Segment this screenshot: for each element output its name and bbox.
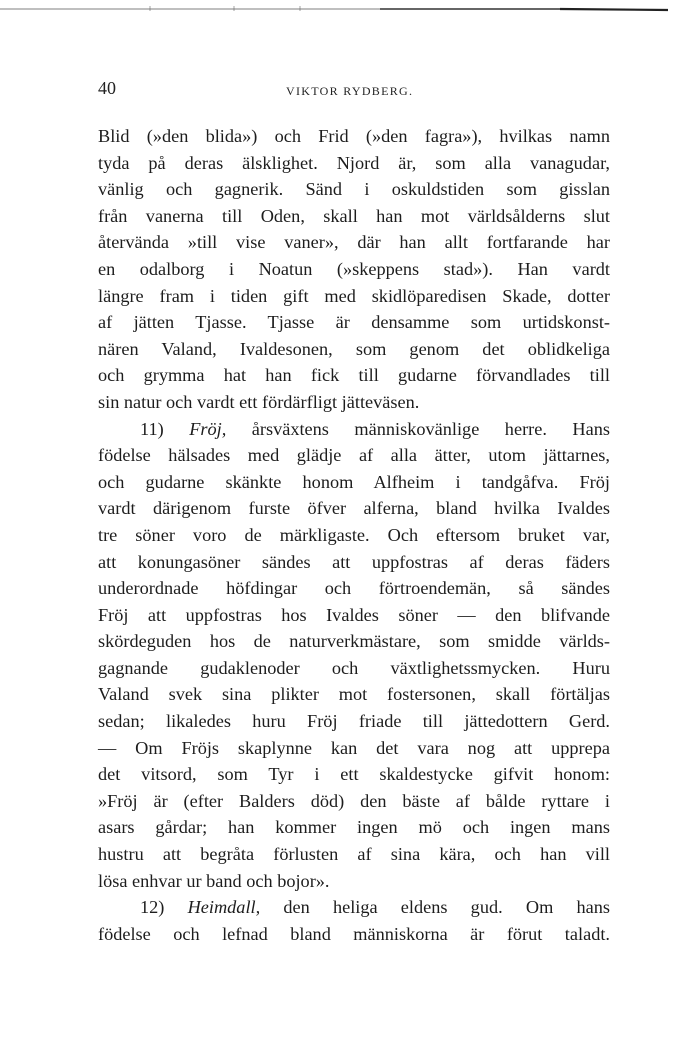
text-segment: vardt därigenom furste öfver alferna, bland hvilka Ivaldes [98, 498, 610, 519]
text-line [98, 123, 610, 150]
text-line [98, 256, 610, 283]
text-line [98, 708, 610, 735]
text-segment: Blid (»den blida») och Frid (»den fagra»), hvilkas namn [98, 126, 610, 146]
text-line [98, 602, 610, 629]
text-segment: underordnade höfdingar och förtroendemän, så sändes [98, 578, 610, 599]
text-segment: årsväxtens människovänlige herre. Hans [226, 418, 610, 439]
text-line [98, 283, 610, 310]
text-segment: gagnande gudaklenoder och växtlighetssmycken. Huru [98, 657, 610, 678]
text-line [98, 841, 610, 868]
text-line [98, 575, 610, 602]
page-header [98, 78, 610, 104]
text-line [98, 416, 610, 443]
text-segment: och grymma hat han fick till gudarne förvandlades till [98, 365, 610, 386]
text-segment: sin natur och vardt ett fördärfligt jätteväsen. [98, 391, 420, 412]
text-segment: 12) [140, 897, 188, 918]
text-line [98, 229, 610, 256]
text-line [98, 761, 610, 788]
text-line [98, 549, 610, 576]
text-segment: längre fram i tiden gift med skidlöparedisen Skade, dotter [98, 285, 610, 306]
italic-term: Fröj, [189, 418, 227, 439]
text-line [98, 814, 610, 841]
text-line [98, 389, 610, 416]
text-line [98, 522, 610, 549]
body-text [98, 123, 610, 947]
text-line [98, 442, 610, 469]
text-segment: från vanerna till Oden, skall han mot världsålderns slut [98, 205, 610, 226]
text-segment: — Om Fröjs skaplynne kan det vara nog att upprepa [98, 737, 610, 758]
text-segment: födelse hälsades med glädje af alla ätter, utom jättarnes, [98, 445, 610, 466]
text-segment: Valand svek sina plikter mot fostersonen, skall förtäljas [98, 684, 610, 705]
text-line [98, 362, 610, 389]
text-line [98, 176, 610, 203]
text-line [98, 336, 610, 363]
text-segment: hustru att begråta förlusten af sina kära, och han vill [98, 844, 610, 865]
text-line [98, 788, 610, 815]
text-line [98, 655, 610, 682]
page-number: 40 [98, 78, 116, 98]
text-line [98, 309, 610, 336]
text-line [98, 203, 610, 230]
text-segment: att konungasöner sändes att uppfostras af deras fäders [98, 551, 610, 572]
text-segment: asars gårdar; han kommer ingen mö och ingen mans [98, 817, 610, 838]
text-segment: lösa enhvar ur band och bojor». [98, 870, 330, 891]
text-segment: vänlig och gagnerik. Sänd i oskuldstiden som gisslan [98, 179, 610, 200]
text-line [98, 921, 610, 948]
text-segment: den heliga eldens gud. Om hans [260, 897, 610, 918]
text-segment: tre söner voro de märkligaste. Och eftersom bruket var, [98, 524, 610, 545]
text-segment: nären Valand, Ivaldesonen, som genom det oblidkeliga [98, 338, 610, 359]
text-segment: »Fröj är (efter Balders död) den bäste af bålde ryttare i [98, 790, 610, 811]
text-segment: en odalborg i Noatun (»skeppens stad»). Han vardt [98, 258, 610, 279]
text-line [98, 681, 610, 708]
text-segment: 11) [140, 418, 190, 439]
text-line [98, 469, 610, 496]
italic-term: Heimdall, [187, 897, 261, 918]
text-segment: födelse och lefnad bland människorna är förut taladt. [98, 923, 610, 944]
top-border-rule [0, 4, 668, 14]
text-segment: skördeguden hos de naturverkmästare, som smidde världs- [98, 631, 610, 652]
text-segment: återvända »till vise vaner», där han allt fortfarande har [98, 232, 610, 253]
text-segment: och gudarne skänkte honom Alfheim i tandgåfva. Fröj [98, 471, 610, 492]
text-segment: tyda på deras älsklighet. Njord är, som alla vanagudar, [98, 152, 610, 173]
text-segment: af jätten Tjasse. Tjasse är densamme som urtidskonst- [98, 312, 610, 333]
text-line [98, 894, 610, 921]
text-line [98, 628, 610, 655]
text-line [98, 868, 610, 895]
text-line [98, 150, 610, 177]
text-segment: det vitsord, som Tyr i ett skaldestycke gifvit honom: [98, 764, 610, 785]
running-head: VIKTOR RYDBERG. [286, 84, 414, 98]
text-line [98, 735, 610, 762]
text-segment: sedan; likaledes huru Fröj friade till jättedottern Gerd. [98, 711, 610, 732]
text-segment: Fröj att uppfostras hos Ivaldes söner — den blifvande [98, 604, 610, 625]
text-line [98, 495, 610, 522]
